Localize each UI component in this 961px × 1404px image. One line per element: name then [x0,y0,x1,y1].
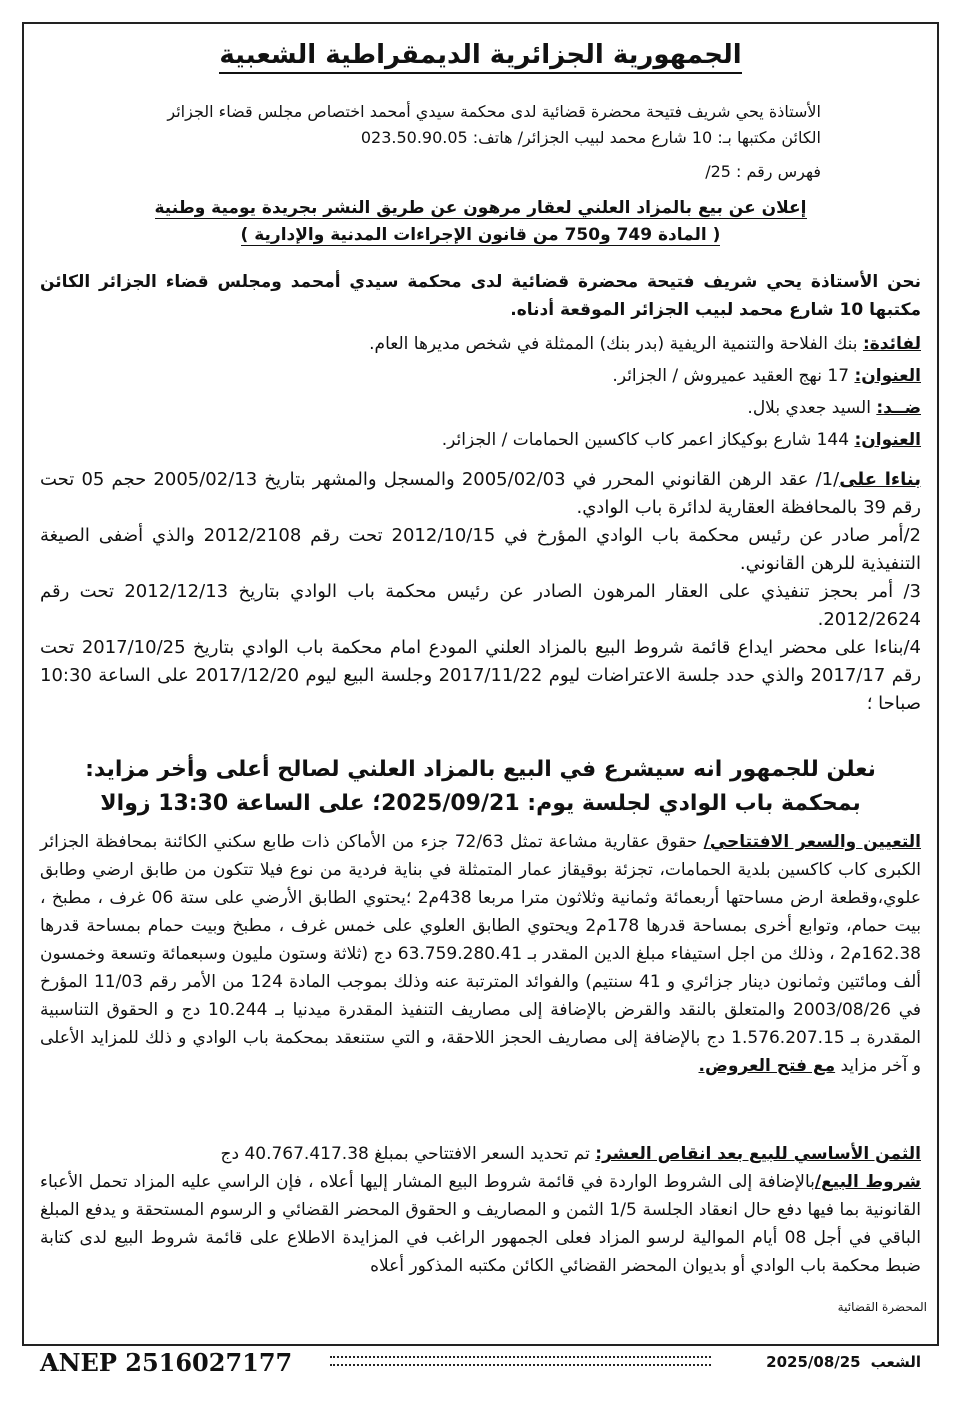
against-label: ضــد: [876,398,921,418]
based-on-label: بناءا على [839,469,921,490]
based-on-item-1 [40,466,921,522]
beneficiary-line [40,330,921,358]
sale-terms-block [40,1168,921,1280]
address-label: العنوان: [854,366,921,386]
based-on-item-4: 4/بناءا على محضر ايداع قائمة شروط البيع بالمزاد العلني المودع امام محكمة باب الوادي بتاريخ 2017/10/25 تحت رقم 2017/17 والذي حدد جلسة الاعتراضات ليوم 2017/11/22 وجلسة البيع ليوم 2017/12/20 على الساعة 10:30 صباحا ؛ [40,637,922,714]
index-number: فهرس رقم : 25/ [705,162,821,181]
publication-date: 2025/08/25 [766,1353,861,1371]
base-price-label: الثمن الأساسي للبيع بعد انقاص العشر: [595,1144,921,1164]
legal-articles: ( المادة 749 و750 من قانون الإجراءات المدنية والإدارية ) [240,225,721,245]
based-on-item-3: 3/ أمر بحجز تنفيذي على العقار المرهون الصادر عن رئيس محكمة باب الوادي بتاريخ 2012/12/13 تحت رقم 2012/2624. [40,581,921,630]
document-title: الجمهورية الجزائرية الديمقراطية الشعبية [60,40,901,70]
public-notice-line-1: نعلن للجمهور انه سيشرع في البيع بالمزاد العلني لصالح أعلى وأخر مزايد: [85,757,876,782]
footer [30,1348,931,1377]
designation-text: حقوق عقارية مشاعة تمثل 72/63 جزء من الأماكن ذات طابع سكني الكائنة بمحافظة الجزائر الكبرى كاب كاكسين بلدية الحمامات، تجزئة بوقيقاز عمار المتمثلة في بناية فردية من نوع فيلا تتكون من طابق ارضي وطابق علوي،وقطعة ارض مساحتها أربعمائة وثمانية وثلاثون مترا مربعا 438م2 ؛يحتوي الطابق الأرضي على ستة 06 غرف ، مطبخ ، بيت حمام، وتوابع أخرى بمساحة قدرها 178م2 ويحتوي الطابق العلوي على خمس غرف ، مطبخ وبيت حمام بمساحة قدرها 162.38م2 ، وذلك من اجل استيفاء مبلغ الدين المقدر بـ 63.759.280.41 دج (ثلاثة وستون مليون وسبعمائة وتسعة وخمسون ألف ومائتين وثمانون دينار جزائري و 41 سنتيم) والفوائد المترتبة عنه وذلك بموجب المادة 124 من الأمر رقم 11/03 المؤرخ في 2003/08/26 والمتعلق بالنقد والقرض بالإضافة إلى مصاريف التنفيذ المقدرة ميدنيا بـ 10.244 دج و الحقوق التناسبية المقدرة بـ 1.576.207.15 دج بالإضافة إلى مصاريف الحجز اللاحقة، و التي ستنعقد بمحكمة باب الوادي و ذلك للمزايد الأعلى و آخر مزايد [40,832,922,1076]
against-value: السيد جعدي بلال. [747,398,871,418]
beneficiary-label: لفائدة: [862,334,921,354]
beneficiary-address-line [40,362,921,390]
footer-divider [330,1356,711,1366]
address-value: 144 شارع بوكيكاز اعمر كاب كاكسين الحمامات / الجزائر. [441,430,850,450]
based-on-block [40,466,921,718]
designation-tail: مع فتح العروض. [698,1056,836,1076]
designation-block [40,828,921,1080]
footer-publication [756,1353,921,1371]
public-notice-line-2: بمحكمة باب الوادي لجلسة يوم: 2025/09/21؛ على الساعة 13:30 زوالا [100,791,861,816]
sale-terms-text: بالإضافة إلى الشروط الواردة في قائمة شروط البيع المشار إليها أعلاه ، فإن الراسي عليه المزاد تحمل الأعباء القانونية بما فيها دفع حال انعقاد الجلسة 1/5 الثمن و المصاريف و الحقوق المحضر القضائي و الرسوم المستحقة و يدفع المبلغ الباقي في أجل 08 أيام الموالية لرسو المزاد فعلى الجمهور الراغب في المزايدة الاطلاع على قائمة شروط البيع لدى كتابة ضبط محكمة باب الوادي أو بديوان المحضر القضائي الكائن مكتبه المذكور أعلاه [40,1172,921,1276]
anep-reference: ANEP 2516027177 [40,1348,293,1377]
based-on-item-2: 2/أمر صادر عن رئيس محكمة باب الوادي المؤرخ في 2012/10/15 تحت رقم 2012/2108 والذي أضفى الصيغة التنفيذية للرهن القانوني. [40,525,921,574]
debtor-address-line [40,426,921,454]
address-label: العنوان: [854,430,921,450]
base-price-line [40,1140,921,1168]
intro-paragraph: نحن الأستاذة يحي شريف فتيحة محضرة قضائية لدى محكمة سيدي أمحمد ومجلس قضاء الجزائر الكائن مكتبها 10 شارع محمد لبيب الجزائر الموقعة أدناه. [40,272,921,320]
signature-label: المحضرة القضائية [837,1300,927,1314]
newspaper-name: الشعب [870,1353,921,1371]
parties-block [40,330,921,454]
beneficiary-value: بنك الفلاحة والتنمية الريفية (بدر بنك) الممثلة في شخص مديرها العام. [369,334,858,354]
address-value: 17 نهج العقيد عميروش / الجزائر. [612,366,850,386]
based-on-text-1: /1/ عقد الرهن القانوني المحرر في 2005/02/03 والمسجل والمشهر بتاريخ 2005/02/13 حجم 05 تحت رقم 39 بالمحافظة العقارية لدائرة باب الوادي. [40,469,921,518]
against-line [40,394,921,422]
header-line-1: الأستاذة يحي شريف فتيحة محضرة قضائية لدى محكمة سيدي أمحمد اختصاص مجلس قضاء الجزائر [167,102,821,121]
header-line-2: الكائن مكتبها بـ: 10 شارع محمد لبيب الجزائر/ هاتف: 023.50.90.05 [360,128,821,147]
designation-label: التعيين والسعر الافتتاحي/ [703,832,921,852]
base-price-text: تم تحديد السعر الافتتاحي بمبلغ 40.767.417.38 دج [220,1144,590,1164]
sale-terms-label: شروط البيع/ [814,1172,921,1192]
announcement-title: إعلان عن بيع بالمزاد العلني لعقار مرهون عن طريق النشر بجريدة يومية وطنية [154,198,807,218]
